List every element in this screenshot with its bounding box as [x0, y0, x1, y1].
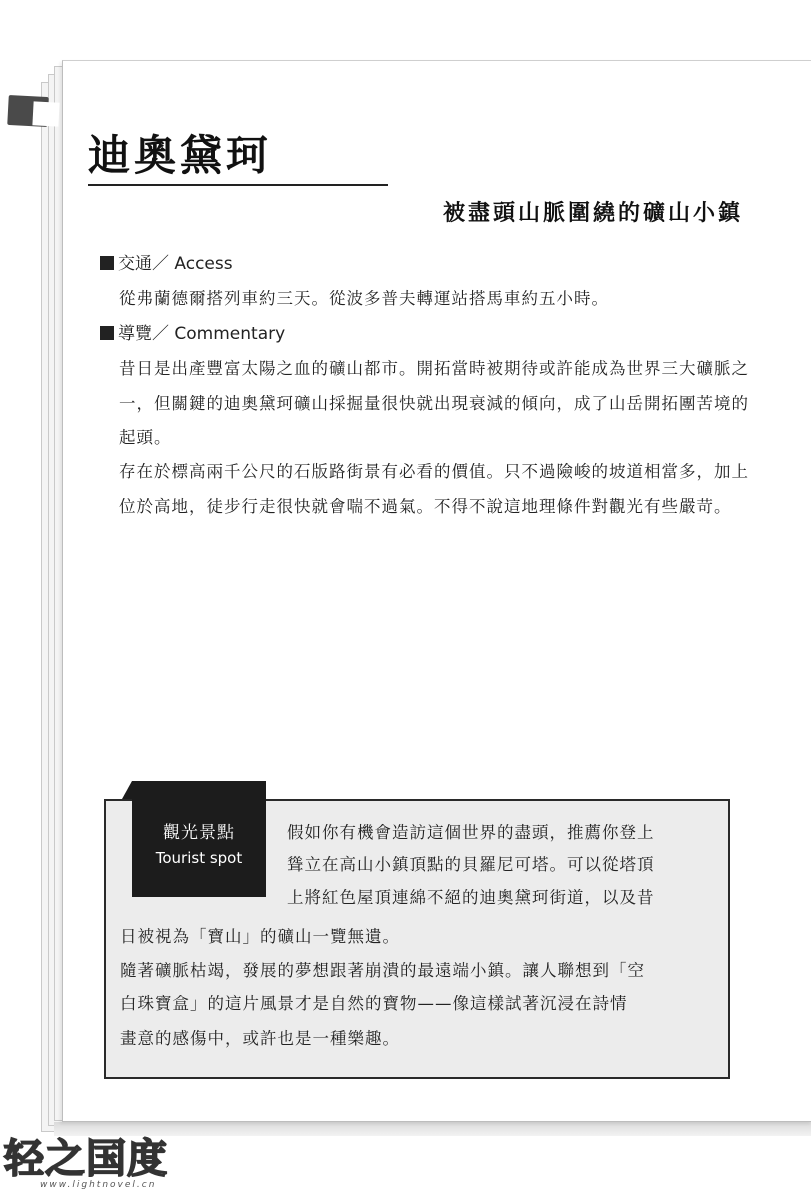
- page-title: 迪奧黛珂: [88, 131, 273, 180]
- access-text: 從弗蘭德爾搭列車約三天。從波多普夫轉運站搭馬車約五小時。: [119, 289, 609, 308]
- tourist-tab-notch: [122, 781, 132, 799]
- watermark-url: www.lightnovel.cn: [40, 1180, 157, 1190]
- tourist-text-line: 日被視為「寶山」的礦山一覽無遺。: [120, 927, 400, 946]
- tourist-text-line: 假如你有機會造訪這個世界的盡頭，推薦你登上: [287, 823, 655, 842]
- access-heading: [100, 252, 233, 276]
- page-subtitle: 被盡頭山脈圍繞的礦山小鎮: [442, 200, 743, 226]
- tourist-text-line: 聳立在高山小鎮頂點的貝羅尼可塔。可以從塔頂: [287, 855, 655, 874]
- commentary-heading: [100, 322, 285, 346]
- tourist-tab-subtitle: Tourist spot: [155, 849, 243, 867]
- access-heading-label: 交通／ Access: [118, 254, 233, 274]
- tourist-text-line: 畫意的感傷中，或許也是一種樂趣。: [120, 1029, 400, 1048]
- square-bullet-icon: [100, 256, 114, 270]
- tourist-text-line: 上將紅色屋頂連綿不絕的迪奧黛珂街道，以及昔: [287, 888, 655, 907]
- title-underline: [88, 184, 388, 186]
- page-tab-clip: [32, 101, 59, 126]
- commentary-paragraph: 存在於標高兩千公尺的石版路街景有必看的價值。只不過險峻的坡道相當多，加上位於高地，徒步行走很快就會喘不過氣。不得不說這地理條件對觀光有些嚴苛。: [119, 462, 749, 516]
- watermark-logo: 轻之国度: [4, 1136, 168, 1182]
- page-shadow: [54, 1122, 811, 1136]
- tourist-text-line: 白珠寶盒」的這片風景才是自然的寶物——像這樣試著沉浸在詩情: [120, 994, 628, 1013]
- square-bullet-icon: [100, 326, 114, 340]
- commentary-paragraph: 昔日是出產豐富太陽之血的礦山都市。開拓當時被期待或許能成為世界三大礦脈之一，但關鍵的迪奧黛珂礦山採掘量很快就出現衰減的傾向，成了山岳開拓團苦境的起頭。: [119, 359, 749, 447]
- tourist-tab-title: 觀光景點: [163, 823, 235, 843]
- commentary-heading-label: 導覽／ Commentary: [118, 324, 286, 344]
- tourist-text-line: 隨著礦脈枯竭，發展的夢想跟著崩潰的最遠端小鎮。讓人聯想到「空: [120, 961, 645, 980]
